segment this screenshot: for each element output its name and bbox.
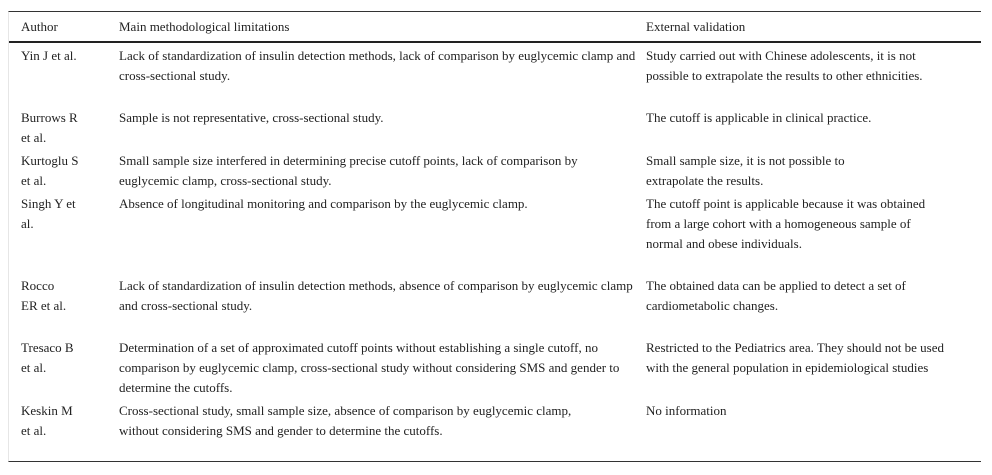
table-row [9,191,981,273]
limitations-cell: Lack of standardization of insulin detection methods, absence of comparison by euglycemic clamp and cross-sectional study. [119,278,633,313]
table-row [9,398,981,461]
limitations-cell: Small sample size interfered in determining precise cutoff points, lack of comparison by euglycemic clamp, cross-sectional study. [119,153,578,188]
limitations-cell: Absence of longitudinal monitoring and comparison by the euglycemic clamp. [119,196,528,211]
limitations-cell: Cross-sectional study, small sample size, absence of comparison by euglycemic clamp, without considering SMS and gender to determine the cutoffs. [119,403,572,438]
validation-cell: The cutoff is applicable in clinical practice. [646,110,872,125]
table-row [9,148,981,191]
validation-cell: No information [646,403,727,418]
author-cell: Yin J et al. [21,48,77,63]
limitations-cell: Sample is not representative, cross-sectional study. [119,110,384,125]
table-row [9,105,981,148]
validation-cell: Small sample size, it is not possible to extrapolate the results. [646,153,845,188]
limitations-cell: Lack of standardization of insulin detection methods, lack of comparison by euglycemic clamp and cross-sectional study. [119,48,636,83]
author-cell: Keskin M et al. [21,403,73,438]
author-cell: Kurtoglu S et al. [21,153,79,188]
author-cell: Tresaco B et al. [21,340,74,375]
author-cell: Singh Y et al. [21,196,76,231]
header-author: Author [9,12,119,42]
author-cell: Burrows R et al. [21,110,78,145]
header-limitations: Main methodological limitations [119,12,646,42]
limitations-table [9,12,981,461]
header-row [9,12,981,42]
limitations-cell: Determination of a set of approximated cutoff points without establishing a single cutoff, no comparison by euglycemic clamp, cross-sectional study without considering SMS and gender to determine the cutoffs. [119,340,620,395]
validation-cell: The obtained data can be applied to detect a set of cardiometabolic changes. [646,278,906,313]
author-cell: Rocco ER et al. [21,278,67,313]
validation-cell: The cutoff point is applicable because it was obtained from a large cohort with a homogeneous sample of normal and obese individuals. [646,196,926,251]
table-row [9,335,981,398]
table-row [9,42,981,105]
limitations-table-container [8,11,981,462]
validation-cell: Study carried out with Chinese adolescents, it is not possible to extrapolate the results to other ethnicities. [646,48,923,83]
table-row [9,273,981,335]
header-validation: External validation [646,12,981,42]
validation-cell: Restricted to the Pediatrics area. They should not be used with the general population in epidemiological studies [646,340,944,375]
